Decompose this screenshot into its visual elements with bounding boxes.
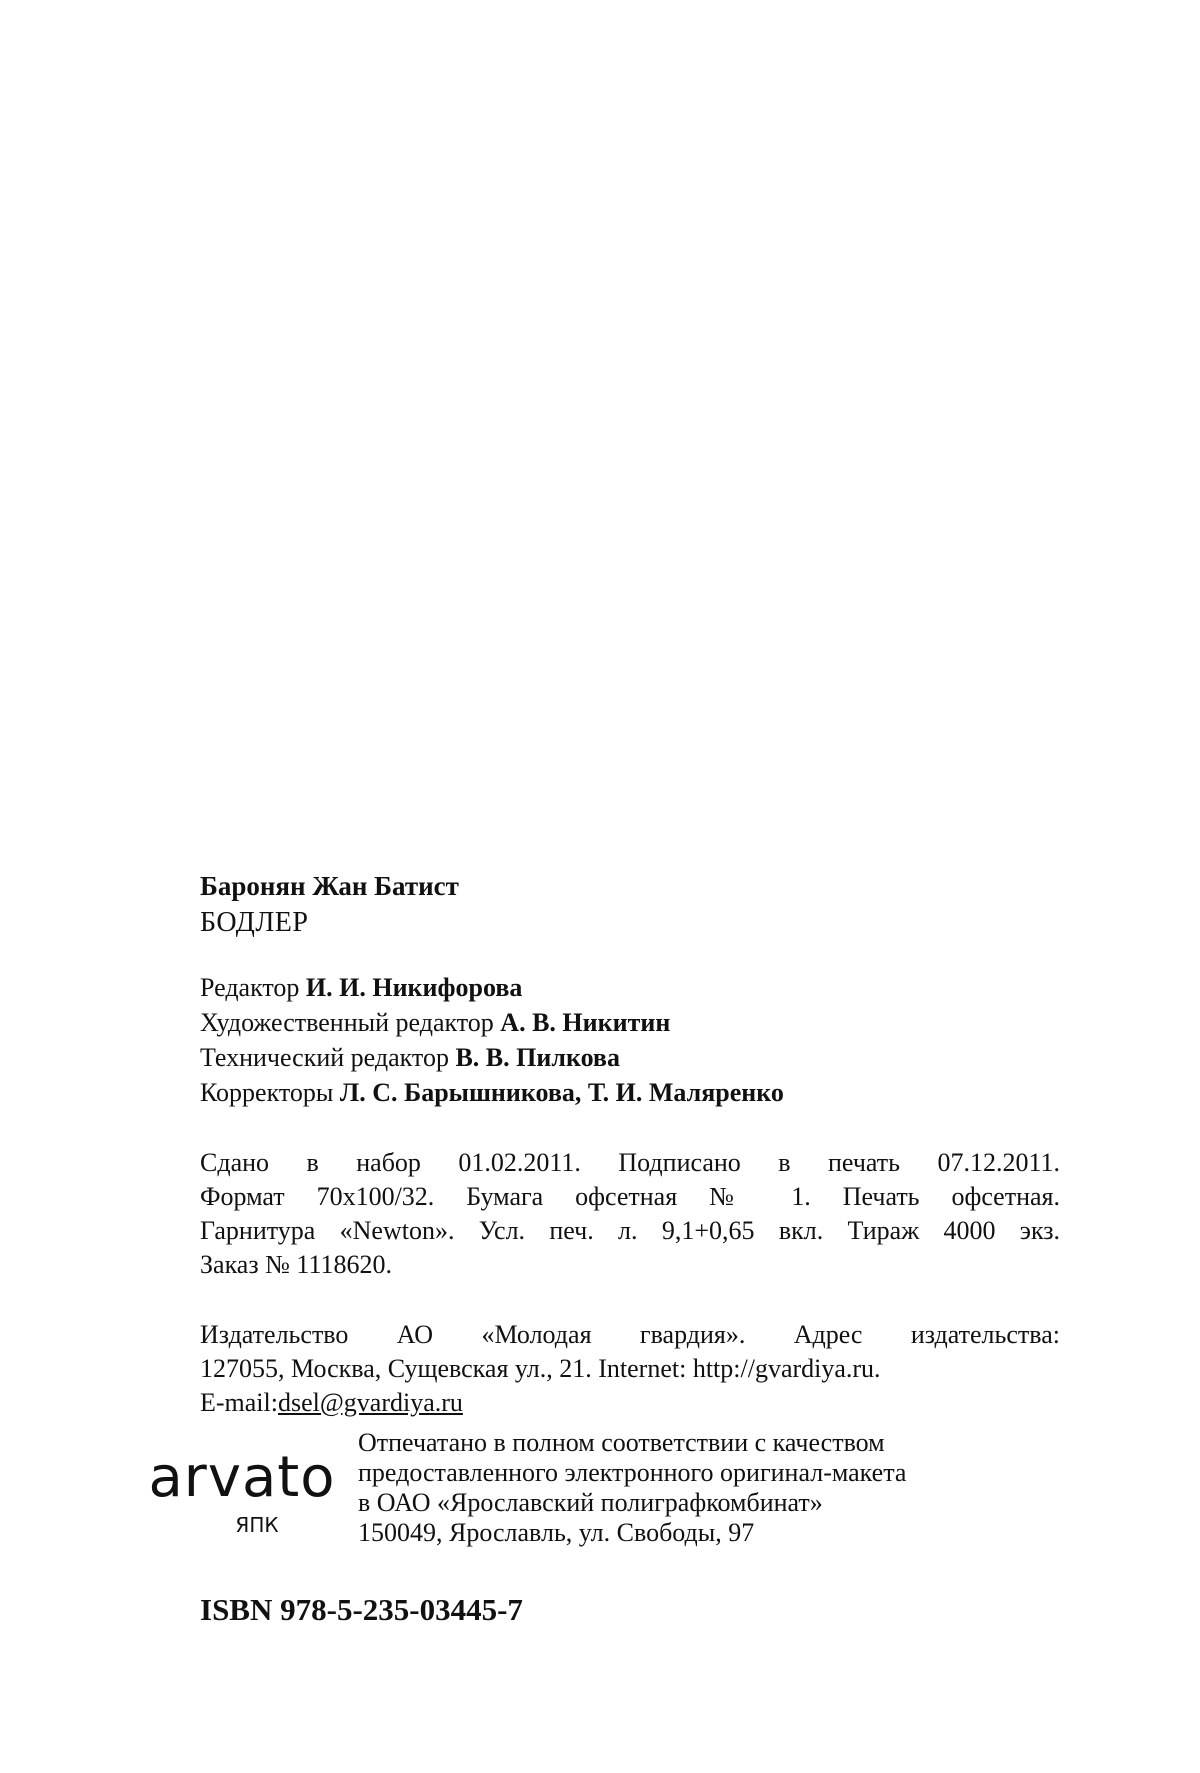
staff-row-art-editor: [200, 1005, 1060, 1040]
print-info-line: Заказ № 1118620.: [200, 1250, 392, 1279]
isbn: ISBN 978-5-235-03445-7: [200, 1592, 523, 1627]
logo-subtitle: ЯПК: [235, 1513, 279, 1537]
email-label: E-mail:: [200, 1388, 278, 1417]
printer-line: Отпечатано в полном соответствии с качеством: [358, 1428, 885, 1457]
staff-role: Технический редактор: [200, 1043, 449, 1072]
printer-line: 150049, Ярославль, ул. Свободы, 97: [358, 1518, 755, 1547]
logo-wordmark: arvato: [148, 1445, 336, 1510]
staff-names: В. В. Пилкова: [455, 1043, 620, 1072]
staff-role: Корректоры: [200, 1078, 334, 1107]
print-info-line: Сдано в набор 01.02.2011. Подписано в печать 07.12.2011.: [200, 1148, 1060, 1177]
printer-info: [358, 1428, 1078, 1548]
publisher-line: Издательство АО «Молодая гвардия». Адрес издательства:: [200, 1320, 1060, 1349]
staff-row-proofreaders: [200, 1075, 1060, 1110]
staff-role: Редактор: [200, 973, 300, 1002]
print-info-line: Гарнитура «Newton». Усл. печ. л. 9,1+0,65 вкл. Тираж 4000 экз.: [200, 1216, 1060, 1245]
staff-names: Л. С. Барышникова, Т. И. Маляренко: [339, 1078, 784, 1107]
printer-line: в ОАО «Ярославский полиграфкомбинат»: [358, 1488, 823, 1517]
staff-role: Художественный редактор: [200, 1008, 494, 1037]
publisher-line: 127055, Москва, Сущевская ул., 21. Internet: http://gvardiya.ru.: [200, 1354, 881, 1383]
printer-line: предоставленного электронного оригинал-макета: [358, 1458, 907, 1487]
staff-names: А. В. Никитин: [500, 1008, 671, 1037]
book-title: БОДЛЕР: [200, 907, 309, 938]
print-info: [200, 1146, 1060, 1282]
staff-names: И. И. Никифорова: [305, 973, 523, 1002]
staff-row-tech-editor: [200, 1040, 1060, 1075]
publisher-info: [200, 1318, 1060, 1420]
publisher-email-line: [200, 1386, 1060, 1420]
author-name: Баронян Жан Батист: [200, 871, 459, 901]
staff-row-editor: [200, 970, 1060, 1005]
email-link[interactable]: dsel@gvardiya.ru: [277, 1388, 463, 1417]
printer-logo: [142, 1445, 342, 1538]
imprint-block: [200, 868, 1060, 1420]
print-info-line: Формат 70x100/32. Бумага офсетная № 1. Печать офсетная.: [200, 1182, 1060, 1211]
staff-list: [200, 970, 1060, 1110]
